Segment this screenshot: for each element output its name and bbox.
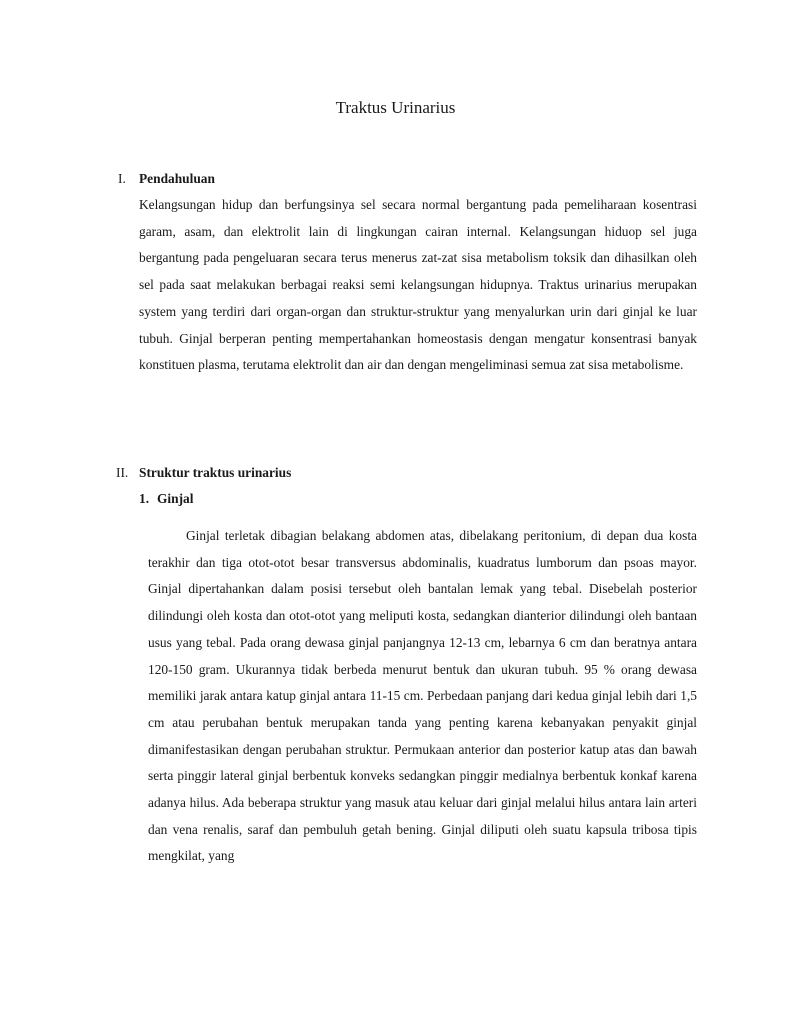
section-number: II. [116,465,129,480]
section-heading: Struktur traktus urinarius [139,465,292,480]
subsection-heading: Ginjal [157,491,194,506]
section-heading: Pendahuluan [139,171,215,186]
section-paragraph: Kelangsungan hidup dan berfungsinya sel secara normal bergantung pada pemeliharaan kosentrasi garam, asam, dan elektrolit lain di lingkungan cairan internal. Kelangsungan hiduop sel juga bergantung pada pengeluaran secara terus menerus zat-zat sisa metabolism toksik dan dihasilkan oleh sel pada saat melakukan berbagai reaksi semi kelangsungan hidupnya. Traktus urinarius merupakan system yang terdiri dari organ-organ dan struktur-struktur yang menyalurkan urin dari ginjal ke luar tubuh. Ginjal berperan penting mempertahankan homeostasis dengan mengatur konsentrasi banyak konstituen plasma, terutama elektrolit dan air dan dengan mengeliminasi semua zat sisa metabolisme. [139,197,697,373]
document-title: Traktus Urinarius [335,98,456,117]
subsection-paragraph: Ginjal terletak dibagian belakang abdomen atas, dibelakang peritonium, di depan dua kosta terakhir dan tiga otot-otot besar transversus abdominalis, kuadratus lumborum dan psoas mayor. Ginjal dipertahankan dalam posisi tersebut oleh bantalan lemak yang tebal. Disebelah posterior dilindungi oleh kosta dan otot-otot yang meliputi kosta, sedangkan dianterior dilindungi oleh bantaan usus yang tebal. Pada orang dewasa ginjal panjangnya 12-13 cm, lebarnya 6 cm dan beratnya antara 120-150 gram. Ukurannya tidak berbeda menurut bentuk dan ukuran tubuh. 95 % orang dewasa memiliki jarak antara katup ginjal antara 11-15 cm. Perbedaan panjang dari kedua ginjal lebih dari 1,5 cm atau perubahan bentuk merupakan tanda yang penting karena kebanyakan penyakit ginjal dimanifestasikan dengan perubahan struktur. Permukaan anterior dan posterior katup atas dan bawah serta pinggir lateral ginjal berbentuk konveks sedangkan pinggir medialnya berbentuk konkaf karena adanya hilus. Ada beberapa struktur yang masuk atau keluar dari ginjal melalui hilus antara lain arteri dan vena renalis, saraf dan pembuluh getah bening. Ginjal diliputi oleh suatu kapsula tribosa tipis mengkilat, yang [148,528,697,864]
section-number: I. [118,171,126,186]
subsection-number: 1. [139,491,150,506]
